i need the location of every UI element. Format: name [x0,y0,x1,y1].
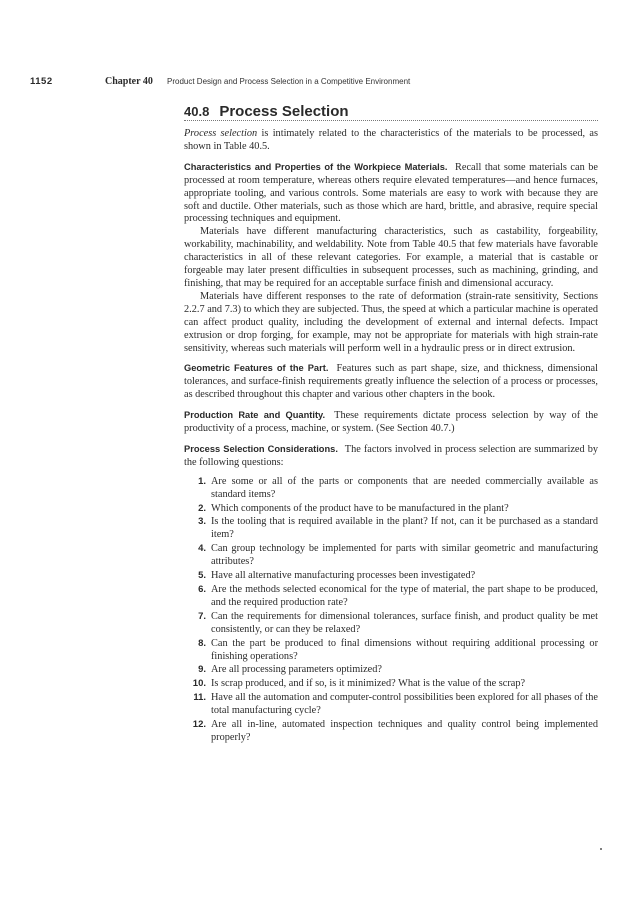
geometric-heading: Geometric Features of the Part. [184,363,329,374]
list-item [184,476,598,502]
question-number: 1. [198,475,206,487]
char-props-text-1: Recall that some materials can be processed at room temperature, whereas others require elevated temperatures—and hence furnaces, appropriate tooling, and various controls. Some materials are easy to work with because they are soft and ductile. Other materials, such as those which are hard, brittle, and abrasive, require special processing techniques and equipment. [184,161,598,225]
list-item [184,503,598,516]
considerations-heading: Process Selection Considerations. [184,443,338,454]
chapter-title: Product Design and Process Selection in a Competitive Environment [167,77,411,86]
list-item [184,719,598,745]
char-props-paragraph [184,161,598,227]
list-item [184,638,598,664]
question-number: 8. [198,637,206,649]
geometric-text: Features such as part shape, size, and thickness, dimensional tolerances, and surface-finish requirements greatly influence the selection of a process or processes, as described throughout this chapter and various other chapters in the book. [184,363,598,401]
intro-term: Process selection [184,128,258,139]
production-heading: Production Rate and Quantity. [184,410,326,421]
char-props-paragraph-2: Materials have different manufacturing characteristics, such as castability, forgeability, workability, machinability, and weldability. Note from Table 40.5 that few materials have favorable characteristics in all of these relevant categories. For example, a material that is castable or forgeable may later present difficulties in subsequent processes, such as machining, grinding, and finishing, that may be required for an acceptable surface finish and dimensional accuracy. [184,226,598,289]
question-text: Have all alternative manufacturing processes been investigated? [211,570,476,582]
list-item [184,678,598,691]
section-number: 40.8 [184,104,210,119]
question-number: 6. [198,584,206,595]
print-speck [600,848,602,850]
production-paragraph [184,409,598,436]
section-heading [184,103,598,121]
question-text: Are all processing parameters optimized? [211,664,382,676]
question-text: Can group technology be implemented for parts with similar geometric and manufacturing attributes? [211,543,598,568]
question-number: 3. [198,516,206,528]
chapter-label: Chapter 40 [105,76,153,87]
char-props-paragraph-3: Materials have different responses to the rate of deformation (strain-rate sensitivity, Sections 2.2.7 and 7.3) to which they are subjected. Thus, the speed at which a particular machine is operated can affect product quality, including the development of external and internal defects. Impact extrusion or drop forging, for example, may not be appropriate for materials with high strain-rate sensitivity, whereas such materials will perform well in a hydraulic press or in direct extrusion. [184,290,598,354]
list-item [184,664,598,677]
question-number: 9. [198,664,206,676]
question-text: Are all in-line, automated inspection techniques and quality control being implemented properly? [211,719,598,743]
question-number: 7. [198,610,206,622]
considerations-paragraph [184,443,598,470]
geometric-paragraph [184,362,598,402]
question-number: 10. [192,678,206,690]
intro-paragraph [184,128,598,154]
production-text: These requirements dictate process selection by way of the productivity of a process, machine, or system. (See Section 40.7.) [184,410,598,435]
question-text: Are the methods selected economical for the type of material, the part shape to be produced, and the required production rate? [211,584,598,608]
list-item [184,611,598,637]
section-rule [184,120,598,121]
question-text: Have all the automation and computer-control possibilities been explored for all phases of the total manufacturing cycle? [211,692,598,717]
question-text: Can the requirements for dimensional tolerances, surface finish, and product quality be met consistently, or can they be relaxed? [211,610,598,635]
question-number: 5. [198,570,206,582]
section-title: Process Selection [219,103,349,120]
running-head [30,76,616,92]
list-item [184,543,598,569]
list-item [184,516,598,542]
page-number: 1152 [30,76,53,87]
question-text: Are some or all of the parts or components that are needed commercially available as standard items? [211,475,598,500]
question-number: 4. [198,543,206,555]
considerations-text: The factors involved in process selection are summarized by the following questions: [184,443,598,468]
list-item [184,570,598,583]
question-number: 2. [198,502,206,514]
section-body [184,128,598,746]
question-text: Is the tooling that is required available in the plant? If not, can it be purchased as a standard item? [211,516,598,541]
intro-text: is intimately related to the characteristics of the materials to be processed, as shown in Table 40.5. [184,128,598,152]
question-text: Which components of the product have to be manufactured in the plant? [211,502,509,514]
question-number: 11. [193,692,206,704]
question-number: 12. [192,719,206,731]
question-text: Is scrap produced, and if so, is it minimized? What is the value of the scrap? [211,678,526,690]
questions-list [184,476,598,745]
list-item [184,692,598,718]
list-item [184,584,598,610]
question-text: Can the part be produced to final dimensions without requiring additional processing or finishing operations? [211,637,598,662]
char-props-heading: Characteristics and Properties of the Workpiece Materials. [184,161,448,172]
